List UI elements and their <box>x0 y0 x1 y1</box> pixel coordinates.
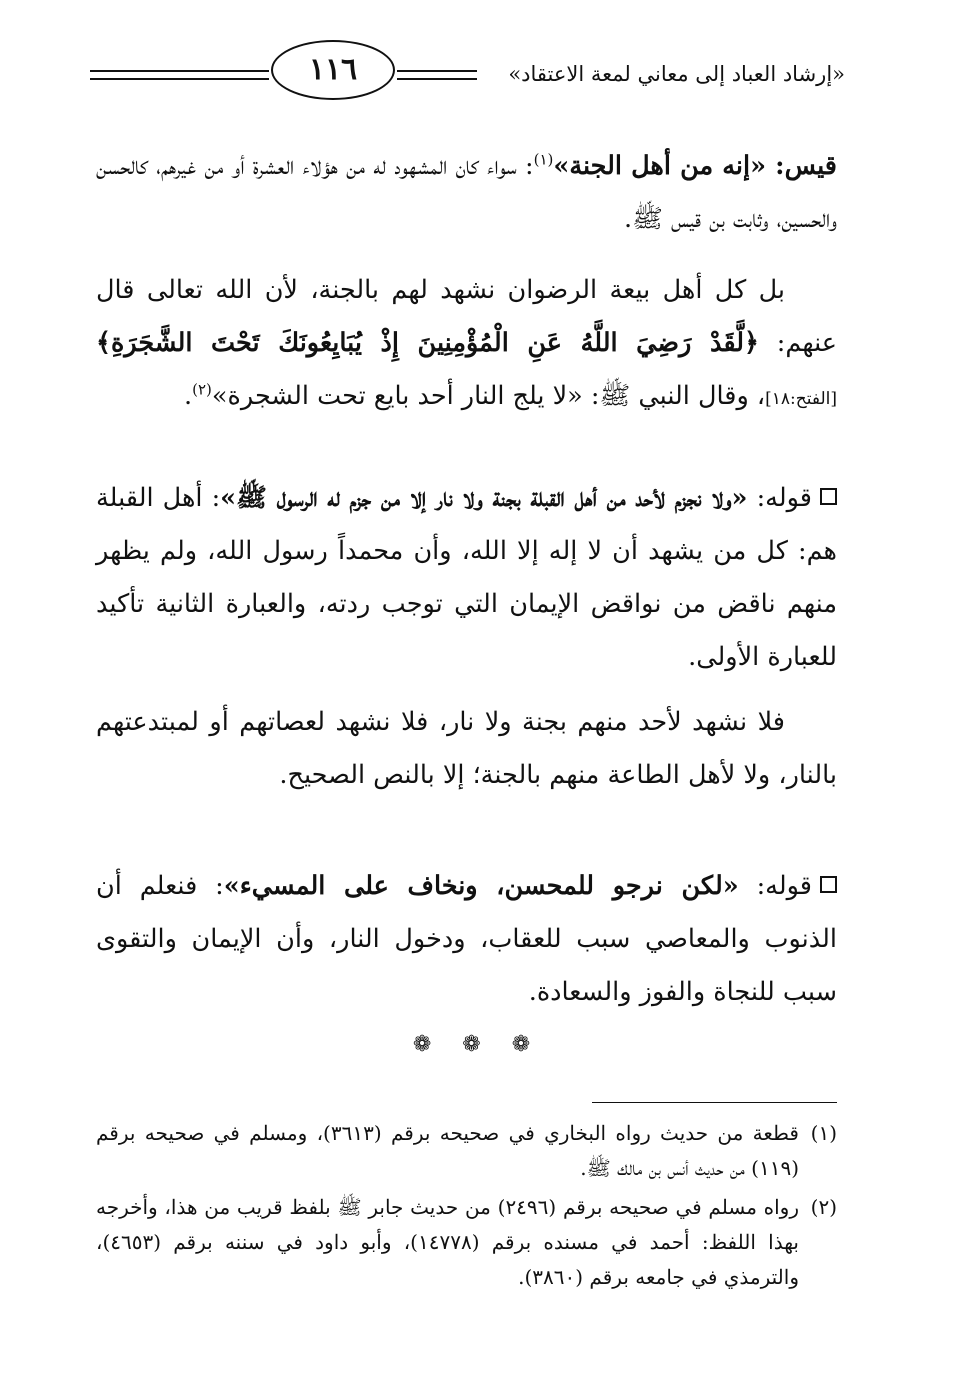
footnote-ref-2: (٢) <box>192 380 212 399</box>
paragraph-3-text: : أهل القبلة هم: كل من يشهد أن لا إله إلا الله، وأن محمداً رسول الله، ولم يظهر منهم ناقض من نواقض الإيمان التي توجب ردته، والعبارة الثانية تأكيد للعبارة الأولى. <box>96 483 837 672</box>
header-rule-left <box>90 70 269 80</box>
footnote-2-text: رواه مسلم في صحيحه برقم (٢٤٩٦) من حديث جابر ﷺ بلفظ قريب من هذا، وأخرجه بهذا اللفظ: أحمد في مسنده برقم (١٤٧٧٨)، وأبو داود في سننه برقم (٤٦٥٣)، والترمذي في جامعه برقم (٣٨٦٠). <box>96 1195 799 1289</box>
header-rule-right <box>397 70 477 80</box>
paragraph-3-lead: قوله: <box>747 483 812 513</box>
paragraph-5-lead: قوله: <box>738 871 812 901</box>
footnote-1-number: (١) <box>810 1121 837 1145</box>
paragraph-5-text: : فنعلم أن الذنوب والمعاصي سبب للعقاب، ودخول النار، وأن الإيمان والتقوى سبب للنجاة والفوز والسعادة. <box>96 871 837 1007</box>
paragraph-1-text: : سواء كان المشهود له من هؤلاء العشرة أو من غيرهم، كالحسن والحسين، وثابت بن قيس ﷺ. <box>96 151 837 234</box>
section-separator: ❁ ❁ ❁ <box>412 1032 543 1057</box>
footnote-2-number: (٢) <box>810 1195 837 1219</box>
paragraph-2 <box>96 264 837 426</box>
checkbox-bullet-icon <box>820 876 837 893</box>
footnote-1 <box>96 1116 837 1186</box>
footnote-rule <box>592 1102 837 1103</box>
paragraph-1 <box>96 140 837 246</box>
quran-verse: ﴿لَّقَدْ رَضِيَ اللَّهُ عَنِ الْمُؤْمِنِينَ إِذْ يُبَايِعُونَكَ تَحْتَ الشَّجَرَةِ﴾ <box>96 328 759 358</box>
paragraph-1-lead: قيس: «إنه من أهل الجنة» <box>553 151 837 181</box>
paragraph-3-quote: «ولا نجزم لأحد من أهل القبلة بجنة ولا نار إلا من جزم له الرسول ﷺ» <box>220 483 748 513</box>
paragraph-4-text: فلا نشهد لأحد منهم بجنة ولا نار، فلا نشهد لعصاتهم أو لمبتدعتهم بالنار، ولا لأهل الطاعة منهم بالجنة؛ إلا بالنص الصحيح. <box>96 707 837 790</box>
paragraph-5-quote: «لكن نرجو للمحسن، ونخاف على المسيء» <box>223 871 739 901</box>
footnote-ref-1: (١) <box>533 150 554 169</box>
footnotes <box>96 1116 837 1299</box>
checkbox-bullet-icon <box>820 488 837 505</box>
footnote-2 <box>96 1190 837 1295</box>
paragraph-3 <box>96 472 837 684</box>
page-number-badge: ١١٦ <box>271 40 395 100</box>
paragraph-2-text-b: ، وقال النبي ﷺ: «لا يلج النار أحد بايع تحت الشجرة» <box>211 381 766 411</box>
paragraph-4 <box>96 696 837 802</box>
page-header <box>90 40 845 104</box>
paragraph-2-text-a: بل كل أهل بيعة الرضوان نشهد لهم بالجنة، لأن الله تعالى قال عنهم: <box>96 275 837 358</box>
running-title: «إرشاد العباد إلى معاني لمعة الاعتقاد» <box>508 62 845 86</box>
quran-reference: [الفتح:١٨] <box>765 389 837 409</box>
paragraph-2-end: . <box>184 381 193 411</box>
paragraph-5 <box>96 860 837 1019</box>
footnote-1-text: قطعة من حديث رواه البخاري في صحيحه برقم (٣٦١٣)، ومسلم في صحيحه برقم (١١٩) من حديث أنس بن مالك ﷺ. <box>96 1121 799 1180</box>
